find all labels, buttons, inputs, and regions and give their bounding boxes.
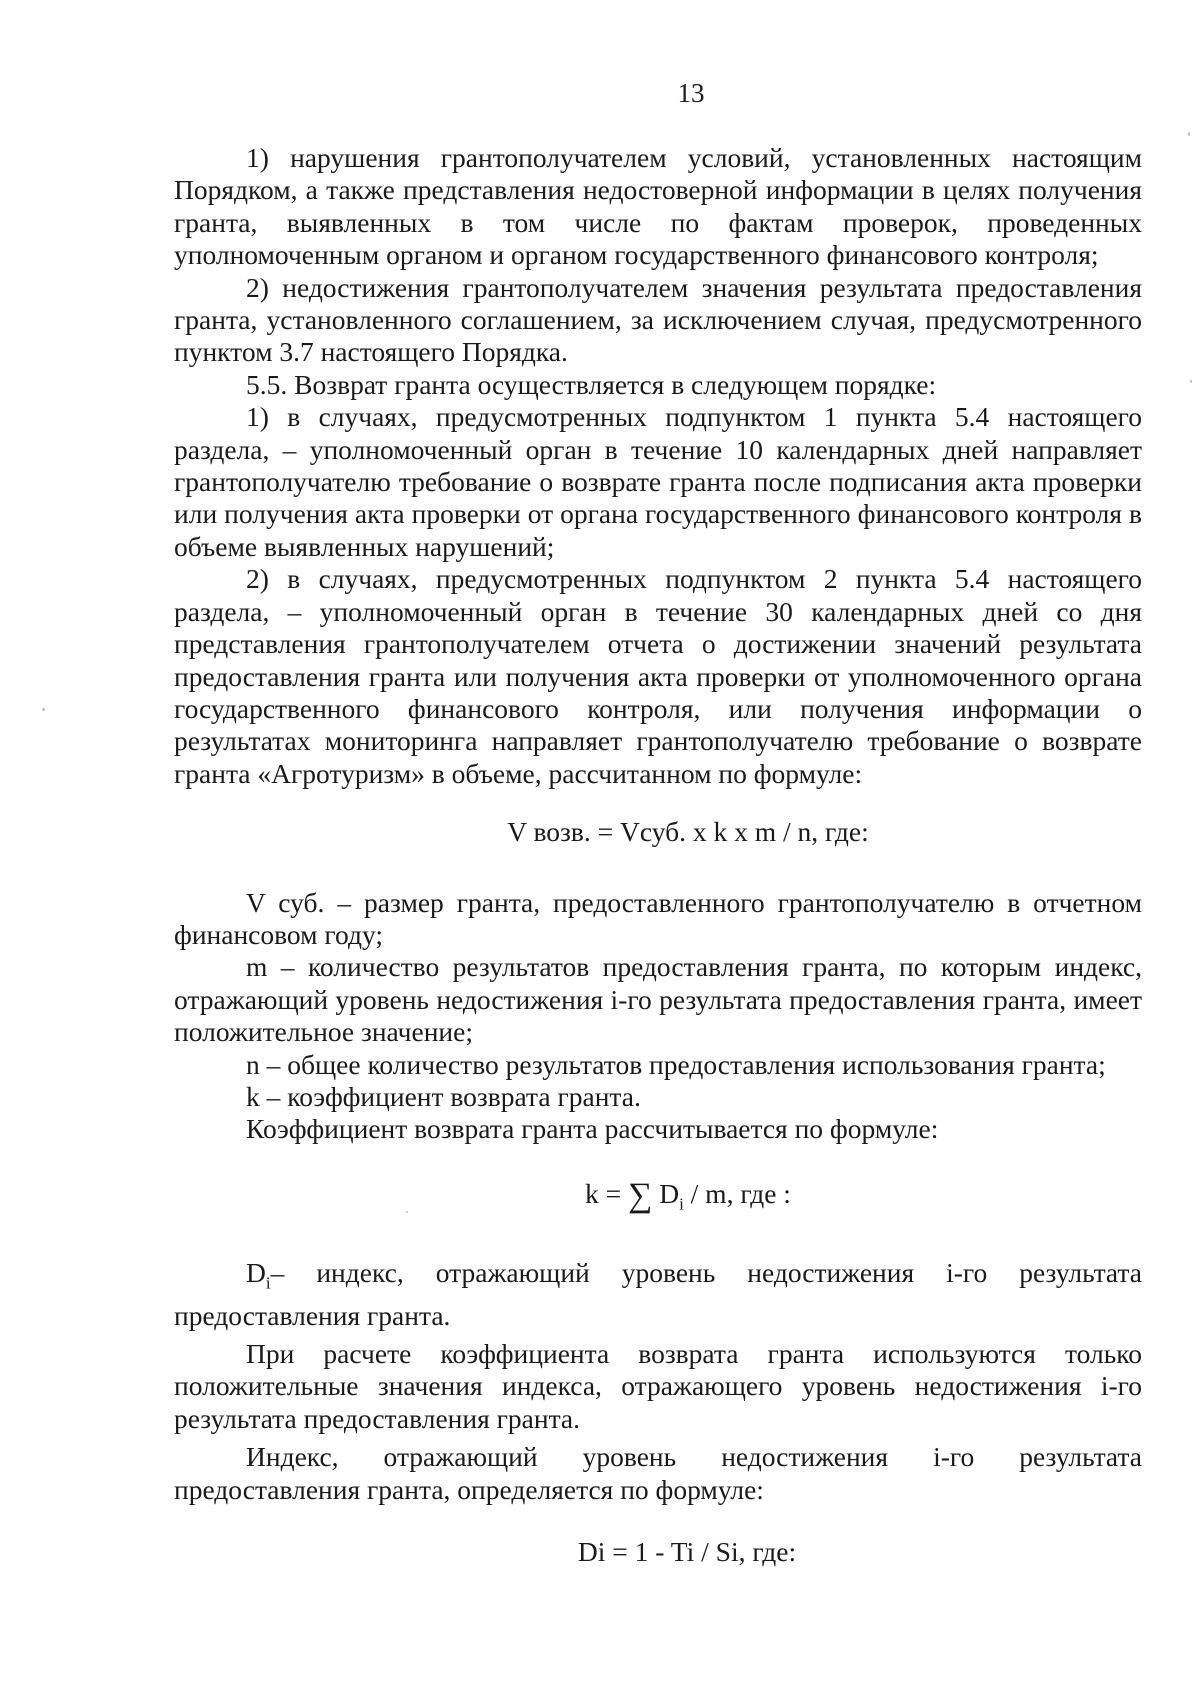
formula-part: D xyxy=(652,1177,680,1209)
paragraph: 2) в случаях, предусмотренных подпунктом 2 пункта 5.4 настоящего раздела, – уполномоченный орган в течение 30 календарных дней со дня представления грантополучателем отчета о достижении значений результата предоставления гранта или получения акта проверки от уполномоченного органа государственного финансового контроля, или получения информации о результатах мониторинга направляет грантополучателю требование о возврате гранта «Агротуризм» в объеме, рассчитанном по формуле: xyxy=(174,563,1142,789)
scan-speck xyxy=(1188,132,1190,136)
formula-part: k = xyxy=(585,1177,629,1209)
formula-return-volume: V возв. = Vсуб. х k х m / n, где: xyxy=(507,816,869,848)
paragraph: 2) недостижения грантополучателем значения результата предоставления гранта, установленного соглашением, за исключением случая, предусмотренного пунктом 3.7 настоящего Порядка. xyxy=(174,271,1142,368)
page-number: 13 xyxy=(677,78,705,108)
paragraph: 1) нарушения грантополучателем условий, установленных настоящим Порядком, а также представления недостоверной информации в целях получения гранта, выявленных в том числе по фактам проверок, проведенных уполномоченным органом и органом государственного финансового контроля; xyxy=(174,142,1142,271)
paragraph: n – общее количество результатов предоставления использования гранта; xyxy=(246,1048,1106,1080)
formula-part: / m, где : xyxy=(683,1177,791,1209)
scan-speck xyxy=(1190,380,1192,383)
formula-subscript: i xyxy=(679,1194,684,1214)
paragraph: При расчете коэффициента возврата гранта используются только положительные значения индекса, отражающего уровень недостижения i-го результата предоставления гранта. xyxy=(174,1338,1142,1434)
body-text xyxy=(174,142,1142,1568)
paragraph: Коэффициент возврата гранта рассчитывается по формуле: xyxy=(246,1113,939,1145)
paragraph-text: – индекс, отражающий уровень недостижения i-го результата предоставления гранта. xyxy=(174,1256,1142,1331)
paragraph: m – количество результатов предоставления гранта, по которым индекс, отражающий уровень недостижения i-го результата предоставления гранта, имеет положительное значение; xyxy=(174,951,1142,1048)
formula-coefficient xyxy=(174,1178,1142,1221)
paragraph: k – коэффициент возврата гранта. xyxy=(246,1080,641,1112)
scan-speck xyxy=(42,708,45,711)
formula-index: Di = 1 - Ti / Si, где: xyxy=(577,1536,797,1568)
scan-speck xyxy=(406,1211,408,1213)
index-subscript: i xyxy=(265,1273,271,1293)
paragraph: 5.5. Возврат гранта осуществляется в следующем порядке: xyxy=(246,368,937,400)
paragraph: 1) в случаях, предусмотренных подпунктом 1 пункта 5.4 настоящего раздела, – уполномоченный орган в течение 10 календарных дней направляет грантополучателю требование о возврате гранта после подписания акта проверки или получения акта проверки от органа государственного финансового контроля в объеме выявленных нарушений; xyxy=(174,401,1142,562)
paragraph: Индекс, отражающий уровень недостижения i-го результата предоставления гранта, определяется по формуле: xyxy=(174,1441,1142,1505)
sigma-symbol: ∑ xyxy=(628,1176,653,1214)
paragraph: V суб. – размер гранта, предоставленного грантополучателю в отчетном финансовом году; xyxy=(174,886,1142,950)
paragraph xyxy=(174,1257,1142,1332)
index-symbol: D xyxy=(246,1256,266,1288)
